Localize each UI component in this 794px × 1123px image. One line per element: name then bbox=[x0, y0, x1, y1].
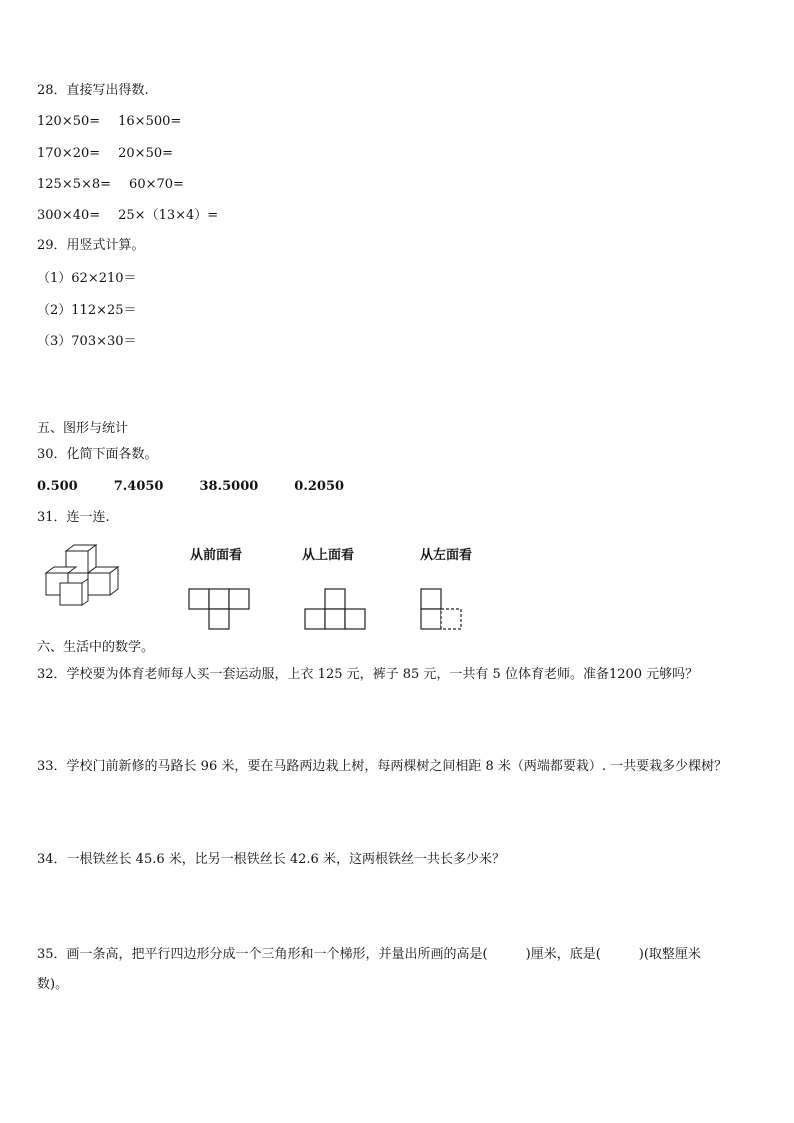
q35-line-2: 数)。 bbox=[37, 977, 69, 992]
q28-row-3 bbox=[37, 176, 184, 194]
q29-item: （3）703×30＝ bbox=[37, 334, 137, 349]
view-label-front: 从前面看 bbox=[190, 548, 243, 563]
q28-row-2 bbox=[37, 145, 173, 163]
view-shape-t bbox=[188, 588, 250, 630]
q35-part: )厘米，底是( bbox=[525, 947, 601, 962]
q28-expr: 25×（13×4）= bbox=[118, 208, 219, 223]
q28-title: 28．直接写出得数. bbox=[37, 83, 149, 98]
q29-title: 29．用竖式计算。 bbox=[37, 238, 145, 253]
q30-number: 7.4050 bbox=[113, 479, 164, 494]
cube-stack-figure bbox=[44, 545, 124, 607]
q28-row-4 bbox=[37, 207, 218, 225]
q35-line-1 bbox=[37, 946, 701, 964]
q35-part: )(取整厘米 bbox=[638, 947, 701, 962]
q31-title: 31．连一连. bbox=[37, 510, 110, 525]
q28-expr: 60×70= bbox=[129, 177, 184, 192]
view-label-top: 从上面看 bbox=[302, 548, 355, 563]
q35-part: 35．画一条高，把平行四边形分成一个三角形和一个梯形，并量出所画的高是( bbox=[37, 947, 488, 962]
q33-text: 33．学校门前新修的马路长 96 米，要在马路两边栽上树，每两棵树之间相距 8 米（两端都要栽）. 一共要栽多少棵树？ bbox=[37, 759, 728, 774]
view-label-left: 从左面看 bbox=[420, 548, 473, 563]
q28-expr: 16×500= bbox=[118, 114, 182, 129]
q28-expr: 120×50= bbox=[37, 114, 101, 129]
q28-expr: 125×5×8= bbox=[37, 177, 112, 192]
q28-expr: 300×40= bbox=[37, 208, 101, 223]
q29-item: （2）112×25＝ bbox=[37, 303, 137, 318]
q32-text: 32．学校要为体育老师每人买一套运动服，上衣 125 元，裤子 85 元，一共有 5 位体育老师。准备1200 元够吗？ bbox=[37, 667, 699, 682]
q30-number: 0.2050 bbox=[294, 479, 345, 494]
view-shape-l bbox=[420, 588, 464, 630]
q28-expr: 170×20= bbox=[37, 146, 101, 161]
section-5-title: 五、图形与统计 bbox=[37, 421, 129, 436]
q30-title: 30．化简下面各数。 bbox=[37, 447, 158, 462]
section-6-title: 六、生活中的数学。 bbox=[37, 640, 155, 655]
q29-item: （1）62×210＝ bbox=[37, 271, 137, 286]
view-shape-inverted-t bbox=[304, 588, 366, 630]
q30-number: 38.5000 bbox=[199, 479, 259, 494]
q34-text: 34．一根铁丝长 45.6 米，比另一根铁丝长 42.6 米，这两根铁丝一共长多少米？ bbox=[37, 852, 505, 867]
q28-row-1 bbox=[37, 113, 181, 131]
q30-number: 0.500 bbox=[37, 479, 78, 494]
q28-expr: 20×50= bbox=[118, 146, 174, 161]
q30-numbers bbox=[37, 478, 344, 496]
